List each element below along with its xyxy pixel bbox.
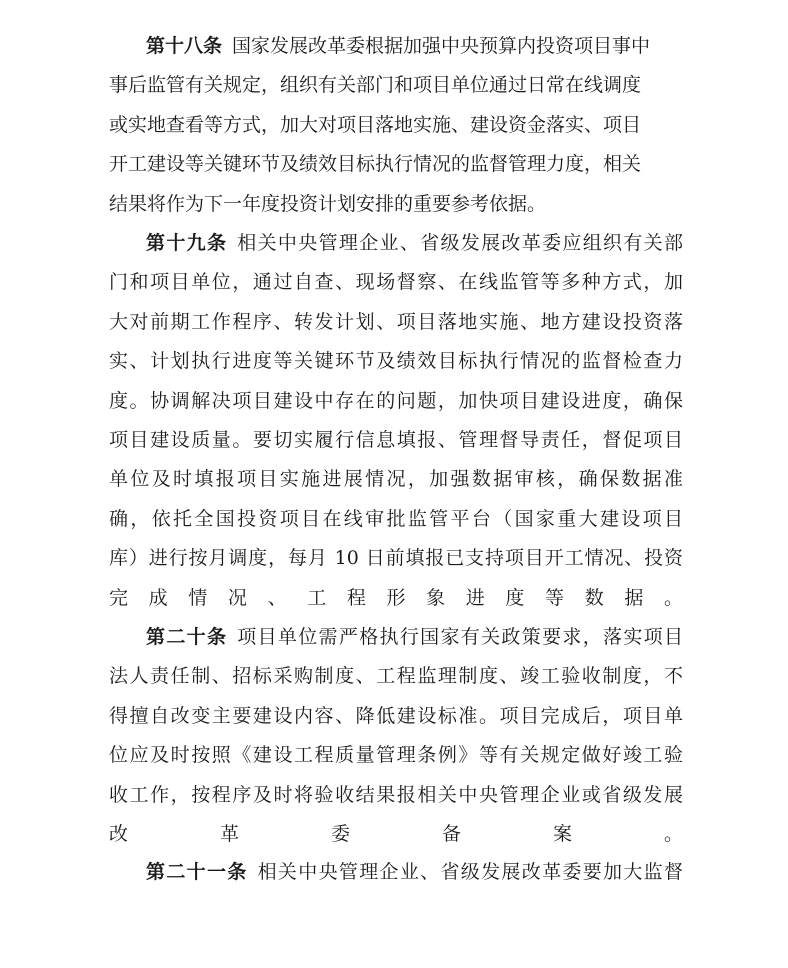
text-line: 开工建设等关键环节及绩效目标执行情况的监督管理力度，相关 (109, 153, 642, 176)
text-line: 位应及时按照《建设工程质量管理条例》等有关规定做好竣工验 (109, 744, 683, 767)
text-line: 第十九条 相关中央管理企业、省级发展改革委应组织有关部 (146, 232, 683, 254)
article-number: 第二十条 (146, 626, 228, 648)
article-number: 第二十一条 (146, 861, 248, 883)
text-line: 第二十条 项目单位需严格执行国家有关政策要求，落实项目 (146, 626, 683, 648)
text-line: 确，依托全国投资项目在线审批监管平台（国家重大建设项目 (109, 507, 683, 530)
text-line: 项目建设质量。要切实履行信息填报、管理督导责任，督促项目 (109, 429, 683, 452)
article-21 (109, 853, 683, 892)
text-line: 改革委备案。 (109, 823, 683, 846)
text-line: 法人责任制、招标采购制度、工程监理制度、竣工验收制度，不 (109, 665, 683, 688)
article-number: 第十九条 (146, 232, 228, 254)
article-19 (109, 224, 683, 618)
text-line: 或实地查看等方式，加大对项目落地实施、建设资金落实、项目 (109, 113, 642, 136)
text-line: 门和项目单位，通过自查、现场督察、在线监管等多种方式，加 (109, 271, 683, 294)
text-line: 单位及时填报项目实施进展情况，加强数据审核，确保数据准 (109, 468, 683, 491)
text-line: 得擅自改变主要建设内容、降低建设标准。项目完成后，项目单 (109, 704, 683, 727)
text-line: 收工作，按程序及时将验收结果报相关中央管理企业或省级发展 (109, 783, 683, 806)
text-line: 第二十一条 相关中央管理企业、省级发展改革委要加大监督 (146, 861, 683, 883)
text-line: 事后监管有关规定，组织有关部门和项目单位通过日常在线调度 (109, 74, 642, 97)
article-20 (109, 618, 683, 854)
article-18 (109, 27, 683, 224)
article-number: 第十八条 (146, 35, 223, 57)
text-line: 结果将作为下一年度投资计划安排的重要参考依据。 (109, 192, 547, 215)
text-line: 实、计划执行进度等关键环节及绩效目标执行情况的监督检查力 (109, 350, 683, 373)
text-line: 库）进行按月调度，每月 10 日前填报已支持项目开工情况、投资 (109, 547, 683, 570)
text-line: 大对前期工作程序、转发计划、项目落地实施、地方建设投资落 (109, 310, 683, 333)
text-line: 度。协调解决项目建设中存在的问题，加快项目建设进度，确保 (109, 389, 683, 412)
text-line: 第十八条 国家发展改革委根据加强中央预算内投资项目事中 (146, 35, 651, 57)
text-line: 完成情况、工程形象进度等数据。 (109, 586, 683, 609)
